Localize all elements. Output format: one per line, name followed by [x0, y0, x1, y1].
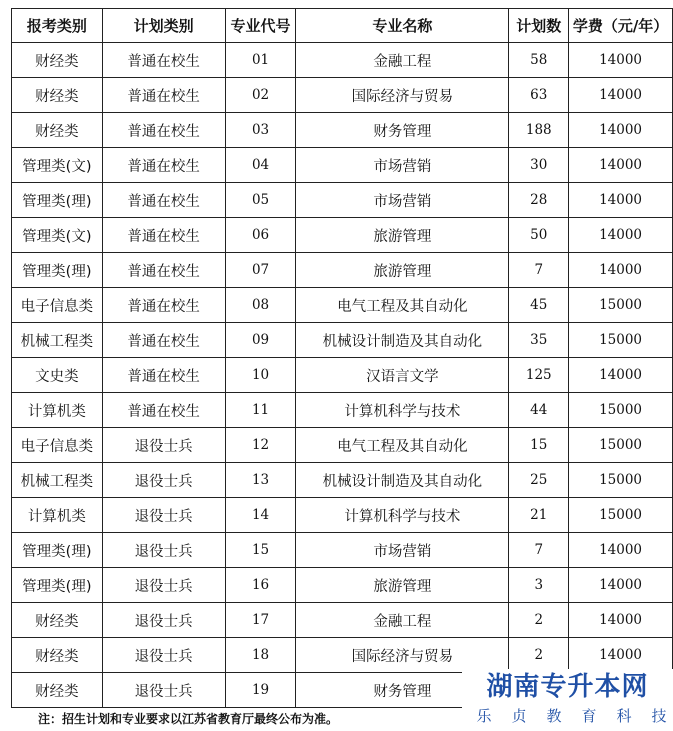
- exam-category-cell: 财经类: [12, 78, 103, 113]
- major-code-cell: 17: [225, 603, 296, 638]
- major-code-cell: 11: [225, 393, 296, 428]
- plan-category-cell: 退役士兵: [102, 638, 225, 673]
- tuition-cell: 15000: [569, 323, 673, 358]
- major-name-cell: 旅游管理: [296, 253, 509, 288]
- tuition-cell: 15000: [569, 288, 673, 323]
- plan-count-cell: 2: [509, 638, 569, 673]
- major-code-cell: 15: [225, 533, 296, 568]
- major-name-cell: 旅游管理: [296, 218, 509, 253]
- watermark-char: 贞: [511, 707, 527, 725]
- table-row: [12, 533, 673, 568]
- tuition-cell: 14000: [569, 148, 673, 183]
- table-row: [12, 358, 673, 393]
- tuition-cell: 14000: [569, 568, 673, 603]
- major-code-cell: 18: [225, 638, 296, 673]
- plan-category-cell: 普通在校生: [102, 183, 225, 218]
- watermark-char: 技: [651, 707, 667, 725]
- tuition-cell: 14000: [569, 253, 673, 288]
- header-plan-count: 计划数: [509, 9, 569, 43]
- major-name-cell: 机械设计制造及其自动化: [296, 323, 509, 358]
- plan-count-cell: 7: [509, 533, 569, 568]
- major-code-cell: 19: [225, 673, 296, 708]
- exam-category-cell: 管理类(理): [12, 183, 103, 218]
- watermark-char: 科: [616, 707, 632, 725]
- table-row: [12, 183, 673, 218]
- plan-category-cell: 普通在校生: [102, 323, 225, 358]
- exam-category-cell: 管理类(理): [12, 533, 103, 568]
- exam-category-cell: 机械工程类: [12, 323, 103, 358]
- plan-category-cell: 退役士兵: [102, 498, 225, 533]
- header-tuition: 学费（元/年）: [569, 9, 673, 43]
- exam-category-cell: 计算机类: [12, 498, 103, 533]
- major-name-cell: 电气工程及其自动化: [296, 428, 509, 463]
- plan-count-cell: 35: [509, 323, 569, 358]
- tuition-cell: 14000: [569, 603, 673, 638]
- plan-category-cell: 退役士兵: [102, 428, 225, 463]
- plan-category-cell: 普通在校生: [102, 393, 225, 428]
- table-header-row: [12, 9, 673, 43]
- plan-category-cell: 退役士兵: [102, 533, 225, 568]
- plan-count-cell: 125: [509, 358, 569, 393]
- major-code-cell: 07: [225, 253, 296, 288]
- watermark-char: 教: [546, 707, 562, 725]
- tuition-cell: 14000: [569, 113, 673, 148]
- major-name-cell: 财务管理: [296, 113, 509, 148]
- plan-count-cell: 28: [509, 183, 569, 218]
- plan-count-cell: 30: [509, 148, 569, 183]
- major-name-cell: 市场营销: [296, 183, 509, 218]
- major-code-cell: 04: [225, 148, 296, 183]
- exam-category-cell: 财经类: [12, 43, 103, 78]
- plan-category-cell: 退役士兵: [102, 568, 225, 603]
- plan-category-cell: 退役士兵: [102, 603, 225, 638]
- table-row: [12, 463, 673, 498]
- tuition-cell: 14000: [569, 358, 673, 393]
- major-name-cell: 国际经济与贸易: [296, 78, 509, 113]
- plan-category-cell: 普通在校生: [102, 218, 225, 253]
- plan-category-cell: 普通在校生: [102, 253, 225, 288]
- plan-category-cell: 普通在校生: [102, 148, 225, 183]
- exam-category-cell: 管理类(理): [12, 568, 103, 603]
- plan-count-cell: 50: [509, 218, 569, 253]
- tuition-cell: 14000: [569, 218, 673, 253]
- tuition-cell: 15000: [569, 393, 673, 428]
- plan-category-cell: 退役士兵: [102, 463, 225, 498]
- major-code-cell: 06: [225, 218, 296, 253]
- exam-category-cell: 财经类: [12, 638, 103, 673]
- major-name-cell: 计算机科学与技术: [296, 393, 509, 428]
- plan-count-cell: 7: [509, 253, 569, 288]
- table-row: [12, 288, 673, 323]
- major-name-cell: 汉语言文学: [296, 358, 509, 393]
- table-row: [12, 218, 673, 253]
- header-exam-category: 报考类别: [12, 9, 103, 43]
- table-row: [12, 113, 673, 148]
- plan-count-cell: 188: [509, 113, 569, 148]
- exam-category-cell: 电子信息类: [12, 428, 103, 463]
- major-code-cell: 09: [225, 323, 296, 358]
- major-code-cell: 08: [225, 288, 296, 323]
- major-code-cell: 05: [225, 183, 296, 218]
- tuition-cell: 14000: [569, 533, 673, 568]
- table-row: [12, 148, 673, 183]
- table-row: [12, 638, 673, 673]
- table-body: [12, 43, 673, 708]
- major-name-cell: 电气工程及其自动化: [296, 288, 509, 323]
- exam-category-cell: 计算机类: [12, 393, 103, 428]
- header-plan-category: 计划类别: [102, 9, 225, 43]
- exam-category-cell: 财经类: [12, 113, 103, 148]
- major-name-cell: 市场营销: [296, 148, 509, 183]
- exam-category-cell: 文史类: [12, 358, 103, 393]
- plan-count-cell: 15: [509, 428, 569, 463]
- major-name-cell: 计算机科学与技术: [296, 498, 509, 533]
- table-row: [12, 428, 673, 463]
- major-code-cell: 12: [225, 428, 296, 463]
- plan-count-cell: 44: [509, 393, 569, 428]
- exam-category-cell: 管理类(文): [12, 218, 103, 253]
- watermark-char: 乐: [476, 707, 492, 725]
- exam-category-cell: 财经类: [12, 603, 103, 638]
- table-row: [12, 498, 673, 533]
- enrollment-plan-table-container: [11, 8, 673, 708]
- table-row: [12, 568, 673, 603]
- major-code-cell: 03: [225, 113, 296, 148]
- major-code-cell: 02: [225, 78, 296, 113]
- major-code-cell: 10: [225, 358, 296, 393]
- tuition-cell: 15000: [569, 498, 673, 533]
- enrollment-plan-table: [11, 8, 673, 708]
- major-name-cell: 金融工程: [296, 43, 509, 78]
- tuition-cell: 15000: [569, 428, 673, 463]
- plan-count-cell: 45: [509, 288, 569, 323]
- plan-count-cell: 25: [509, 463, 569, 498]
- plan-category-cell: 普通在校生: [102, 358, 225, 393]
- watermark-title: 湖南专升本网: [486, 672, 649, 702]
- exam-category-cell: 管理类(理): [12, 253, 103, 288]
- plan-count-cell: 63: [509, 78, 569, 113]
- plan-category-cell: 普通在校生: [102, 43, 225, 78]
- tuition-cell: 14000: [569, 78, 673, 113]
- tuition-cell: 14000: [569, 183, 673, 218]
- exam-category-cell: 机械工程类: [12, 463, 103, 498]
- plan-count-cell: 2: [509, 603, 569, 638]
- table-row: [12, 323, 673, 358]
- table-row: [12, 393, 673, 428]
- major-name-cell: 旅游管理: [296, 568, 509, 603]
- plan-category-cell: 普通在校生: [102, 113, 225, 148]
- major-name-cell: 财务管理: [296, 673, 509, 708]
- plan-count-cell: 3: [509, 568, 569, 603]
- table-row: [12, 253, 673, 288]
- major-name-cell: 金融工程: [296, 603, 509, 638]
- watermark-subtitle: [462, 705, 673, 731]
- footnote: 注：招生计划和专业要求以江苏省教育厅最终公布为准。: [38, 712, 339, 726]
- table-row: [12, 43, 673, 78]
- exam-category-cell: 电子信息类: [12, 288, 103, 323]
- watermark-logo: [462, 669, 673, 731]
- plan-count-cell: 58: [509, 43, 569, 78]
- tuition-cell: 14000: [569, 43, 673, 78]
- major-code-cell: 01: [225, 43, 296, 78]
- watermark-char: 育: [581, 707, 597, 725]
- plan-category-cell: 普通在校生: [102, 78, 225, 113]
- major-name-cell: 国际经济与贸易: [296, 638, 509, 673]
- header-major-name: 专业名称: [296, 9, 509, 43]
- major-code-cell: 14: [225, 498, 296, 533]
- table-row: [12, 78, 673, 113]
- exam-category-cell: 管理类(文): [12, 148, 103, 183]
- major-code-cell: 13: [225, 463, 296, 498]
- tuition-cell: 15000: [569, 463, 673, 498]
- major-name-cell: 机械设计制造及其自动化: [296, 463, 509, 498]
- exam-category-cell: 财经类: [12, 673, 103, 708]
- table-row: [12, 603, 673, 638]
- header-major-code: 专业代号: [225, 9, 296, 43]
- plan-category-cell: 普通在校生: [102, 288, 225, 323]
- tuition-cell: 14000: [569, 638, 673, 673]
- plan-category-cell: 退役士兵: [102, 673, 225, 708]
- major-name-cell: 市场营销: [296, 533, 509, 568]
- major-code-cell: 16: [225, 568, 296, 603]
- plan-count-cell: 21: [509, 498, 569, 533]
